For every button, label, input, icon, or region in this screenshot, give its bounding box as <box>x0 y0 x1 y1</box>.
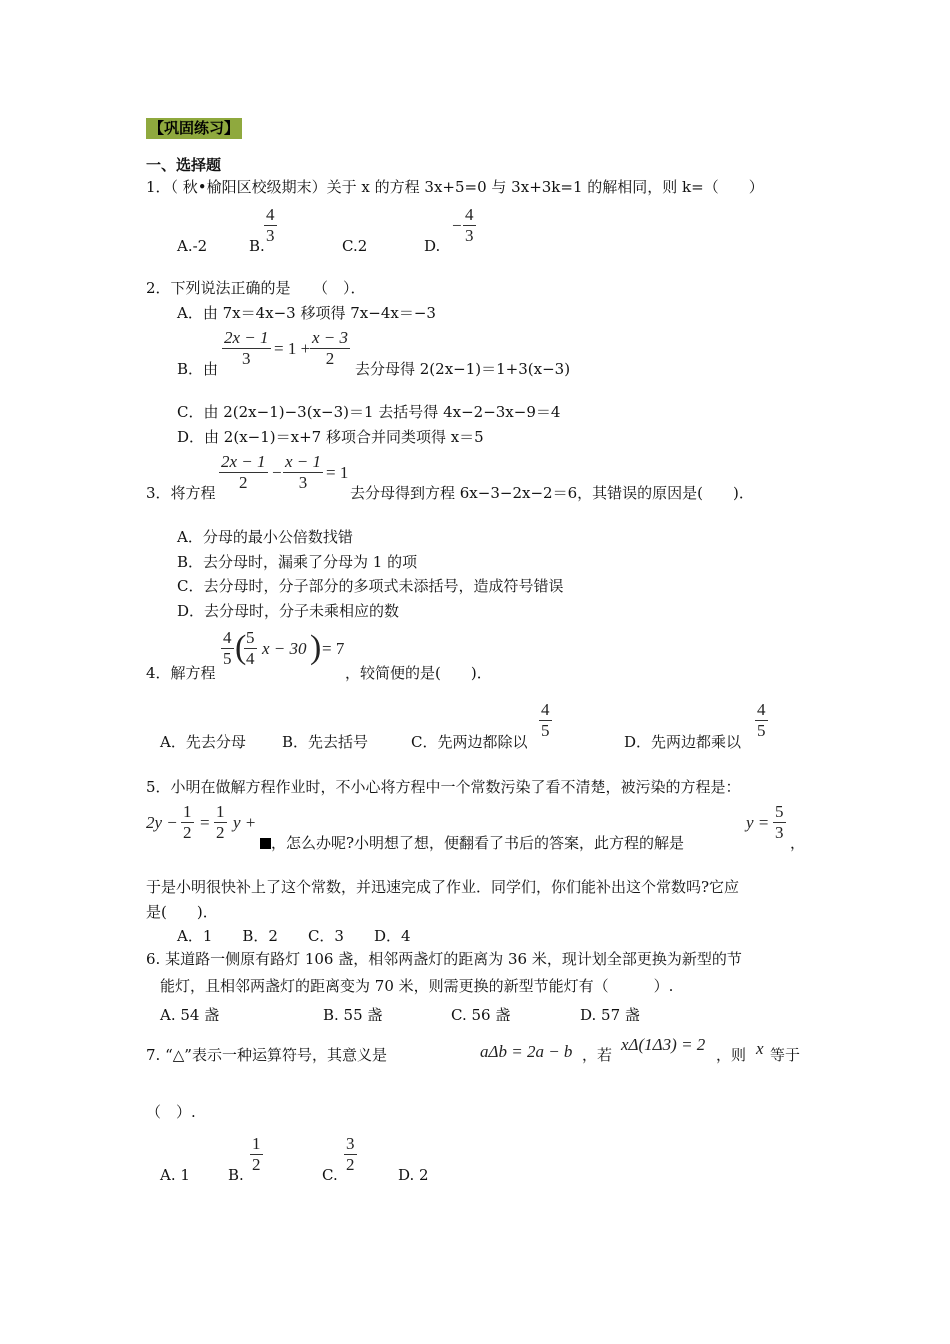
q3-f2-numerator: x − 1 <box>285 452 322 471</box>
part-title: 一、选择题 <box>146 156 222 174</box>
q1-d-minus: − <box>452 216 462 235</box>
q5-eq-left: 2y − <box>146 813 178 832</box>
q5-middle-text: ，怎么办呢?小明想了想，便翻看了书后的答案，此方程的解是 <box>271 834 685 852</box>
q4-inner-fraction <box>244 628 257 669</box>
q4-inner-rest: x − 30 <box>262 639 307 658</box>
q5-eq-fraction-2 <box>214 802 227 843</box>
q7-c-numerator: 3 <box>346 1134 355 1153</box>
q2-b-fraction-1 <box>222 328 271 369</box>
q4-option-c: C．先两边都除以 <box>411 733 528 751</box>
q5-line-3: 于是小明很快补上了这个常数，并迅速完成了作业．同学们，你们能补出这个常数吗?它应 <box>146 878 740 896</box>
q7-option-a: A. 1 <box>160 1166 190 1184</box>
q7-variable: x <box>756 1039 764 1058</box>
q3-option-d: D．去分母时，分子未乘相应的数 <box>177 602 400 620</box>
q4-outer-denominator: 5 <box>223 649 232 668</box>
q7-option-d: D. 2 <box>398 1166 429 1184</box>
q3-f2-denominator: 3 <box>298 473 308 492</box>
q5-eq-equals: = <box>200 813 210 832</box>
q4-option-b: B．先去括号 <box>282 733 369 751</box>
q3-option-a: A．分母的最小公倍数找错 <box>177 528 353 546</box>
q7-prefix: 7. “△”表示一种运算符号，其意义是 <box>146 1046 387 1064</box>
q2-option-b-suffix: 去分母得 2(2x−1)＝1+3(x−3) <box>355 360 571 378</box>
q1-stem: 1．（ 秋•榆阳区校级期末）关于 x 的方程 3x+5=0 与 3x+3k=1 的解相同，则 k=（ ） <box>146 178 764 196</box>
q1-b-numerator: 4 <box>266 205 275 224</box>
q1-option-c: C.2 <box>342 237 368 255</box>
q2-option-d: D．由 2(x−1)＝x+7 移项合并同类项得 x＝5 <box>177 428 484 446</box>
q7-option-b: B. <box>228 1166 244 1184</box>
q7-middle: ，若 <box>582 1046 613 1064</box>
q4-d-fraction <box>755 700 768 741</box>
q5-eq-f1-numerator: 1 <box>183 802 192 821</box>
q5-eq-f2-denominator: 2 <box>216 823 225 842</box>
q2-option-c: C．由 2(2x−1)−3(x−3)＝1 去括号得 4x−2−3x−9＝4 <box>177 403 561 421</box>
q3-fraction-1 <box>219 452 268 493</box>
q3-option-b: B．去分母时，漏乘了分母为 1 的项 <box>177 553 418 571</box>
q2-b-middle: = 1 + <box>274 339 311 358</box>
q5-line-1: 5．小明在做解方程作业时，不小心将方程中一个常数污染了看不清楚，被污染的方程是： <box>146 778 741 796</box>
q3-option-c: C．去分母时，分子部分的多项式未添括号，造成符号错误 <box>177 577 564 595</box>
q2-b-f2-denominator: 2 <box>325 349 335 368</box>
q1-b-fraction <box>264 205 277 246</box>
q4-c-fraction <box>539 700 552 741</box>
q6-option-d: D. 57 盏 <box>580 1006 640 1024</box>
q4-d-denominator: 5 <box>757 721 766 740</box>
q6-line-2: 能灯，且相邻两盏灯的距离变为 70 米，则需更换的新型节能灯有（ ）. <box>160 977 674 995</box>
q4-c-numerator: 4 <box>541 700 550 719</box>
q7-b-numerator: 1 <box>252 1134 261 1153</box>
q1-b-denominator: 3 <box>266 226 275 245</box>
q4-inner-numerator: 5 <box>246 628 255 647</box>
q3-prefix: 3．将方程 <box>146 484 216 502</box>
q7-b-denominator: 2 <box>252 1155 261 1174</box>
q3-fraction-2 <box>283 452 323 493</box>
q4-suffix: ，较简便的是( )． <box>345 664 492 682</box>
q5-solution-fraction <box>773 802 786 843</box>
q1-option-a: A.-2 <box>177 237 208 255</box>
q2-b-f1-numerator: 2x − 1 <box>224 328 269 347</box>
q2-b-fraction-2 <box>310 328 350 369</box>
left-paren-icon: ( <box>235 629 247 666</box>
q5-eq-f1-denominator: 2 <box>183 823 192 842</box>
q1-d-numerator: 4 <box>465 205 474 224</box>
q6-option-c: C. 56 盏 <box>451 1006 511 1024</box>
q5-solution-left: y = <box>746 813 770 832</box>
q7-line-2: （ ）. <box>146 1103 196 1121</box>
q5-line-4: 是( )． <box>146 903 218 921</box>
q7-c-denominator: 2 <box>346 1155 355 1174</box>
q4-option-d: D．先两边都乘以 <box>624 733 742 751</box>
q4-c-denominator: 5 <box>541 721 550 740</box>
q5-eq-fraction-1 <box>181 802 194 843</box>
q1-d-denominator: 3 <box>465 226 474 245</box>
q1-option-d: D. <box>424 237 441 255</box>
smudge-square-icon <box>260 838 271 849</box>
q4-prefix: 4．解方程 <box>146 664 216 682</box>
q2-b-f1-denominator: 3 <box>242 349 251 368</box>
q4-option-a: A．先去分母 <box>160 733 246 751</box>
q3-minus: − <box>272 463 282 482</box>
q3-equals: = 1 <box>326 463 349 482</box>
q6-option-a: A. 54 盏 <box>160 1006 220 1024</box>
q4-outer-numerator: 4 <box>223 628 232 647</box>
q2-option-a: A．由 7x＝4x−3 移项得 7x−4x＝−3 <box>177 304 436 322</box>
q5-eq-f2-numerator: 1 <box>216 802 225 821</box>
q5-options: A．1 B．2 C．3 D．4 <box>177 927 411 945</box>
q7-option-c: C. <box>322 1166 338 1184</box>
q3-f1-denominator: 2 <box>239 473 248 492</box>
q4-inner-denominator: 4 <box>246 649 255 668</box>
section-label: 【巩固练习】 <box>146 118 242 139</box>
q2-option-b-prefix: B．由 <box>177 360 219 378</box>
q1-option-b: B. <box>249 237 265 255</box>
q6-option-b: B. 55 盏 <box>323 1006 383 1024</box>
q3-f1-numerator: 2x − 1 <box>221 452 266 471</box>
q7-condition: xΔ(1Δ3) = 2 <box>621 1035 706 1054</box>
q7-then: ，则 <box>716 1046 747 1064</box>
q5-sol-denominator: 3 <box>775 823 784 842</box>
q6-line-1: 6. 某道路一侧原有路灯 106 盏，相邻两盏灯的距离为 36 米，现计划全部更换为新型的节 <box>146 950 742 968</box>
q7-tail: 等于 <box>770 1046 801 1064</box>
q1-d-fraction <box>463 205 476 246</box>
q4-equals: = 7 <box>322 639 345 658</box>
q5-sol-numerator: 5 <box>775 802 784 821</box>
q2-b-f2-numerator: x − 3 <box>312 328 349 347</box>
q4-outer-fraction <box>221 628 234 669</box>
q2-stem: 2．下列说法正确的是 （ ）． <box>146 279 366 297</box>
right-paren-icon: ) <box>310 629 322 666</box>
q5-middle <box>260 834 684 852</box>
q7-definition: aΔb = 2a − b <box>480 1042 573 1061</box>
q3-suffix: 去分母得到方程 6x−3−2x−2＝6，其错误的原因是( )． <box>350 484 754 502</box>
q7-b-fraction <box>250 1134 263 1175</box>
q7-c-fraction <box>344 1134 357 1175</box>
q5-eq-right: y + <box>233 813 257 832</box>
q5-solution-comma: ， <box>790 834 806 852</box>
q4-d-numerator: 4 <box>757 700 766 719</box>
